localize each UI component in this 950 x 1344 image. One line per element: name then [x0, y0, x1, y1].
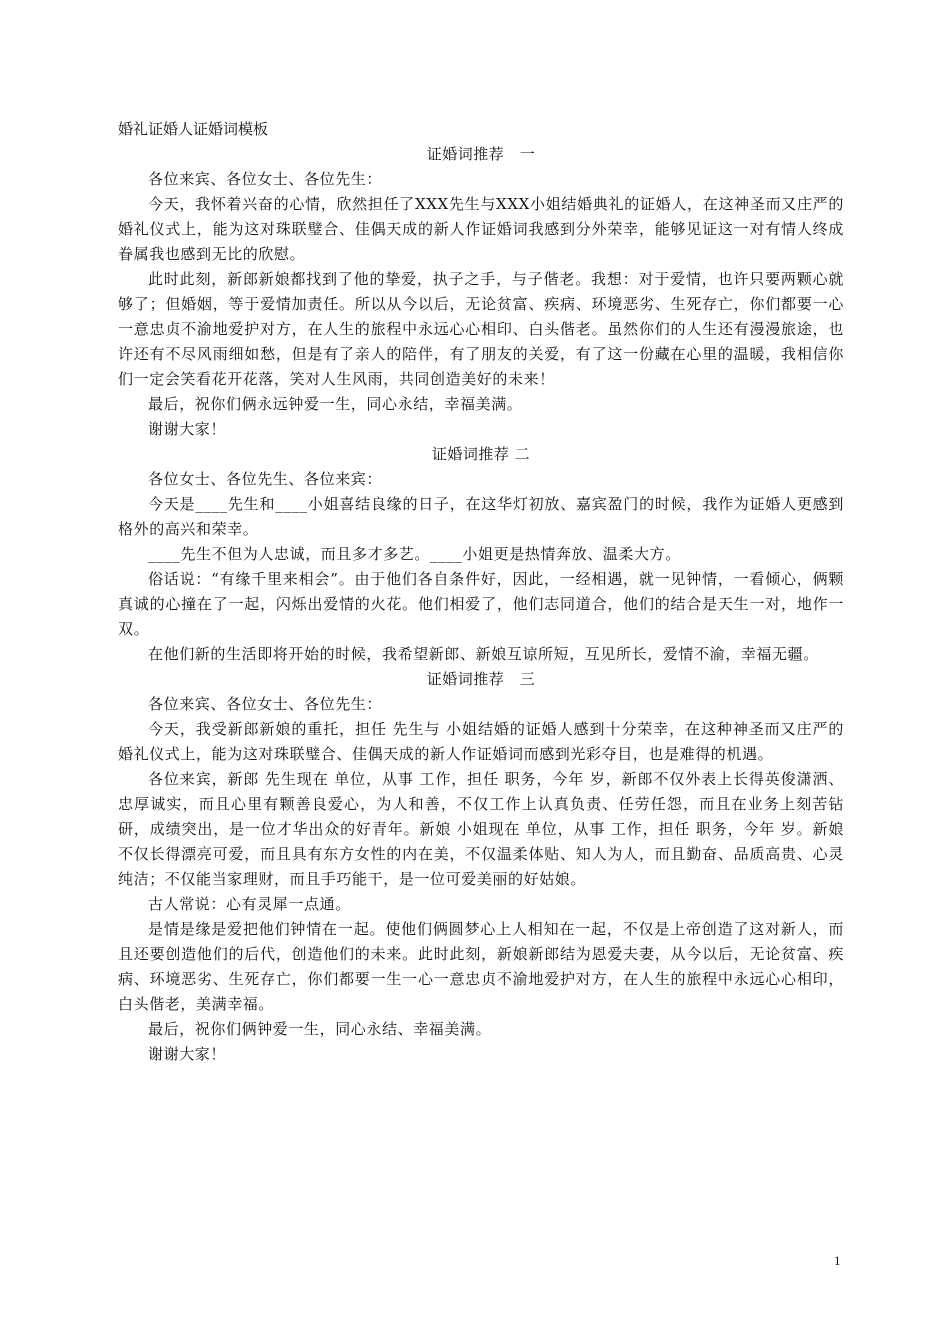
paragraph: 今天，我受新郎新娘的重托，担任 先生与 小姐结婚的证婚人感到十分荣幸，在这种神圣而又庄严的婚礼仪式上，能为这对珠联璧合、佳偶天成的新人作证婚词而感到光彩夺目，也是难得的机遇。: [118, 720, 844, 763]
paragraph: 最后，祝你们俩永远钟爱一生，同心永结，幸福美满。: [148, 395, 523, 413]
section-1: [118, 142, 844, 442]
paragraph: 各位来宾、各位女士、各位先生：: [148, 695, 383, 713]
section-heading: 证婚词推荐 一: [426, 145, 536, 163]
paragraph: 古人常说：心有灵犀一点通。: [148, 895, 351, 913]
page-number: 1: [834, 1253, 841, 1268]
paragraph: 是情是缘是爱把他们钟情在一起。使他们俩圆梦心上人相知在一起，不仅是上帝创造了这对新人，而且还要创造他们的后代，创造他们的未来。此时此刻，新娘新郎结为恩爱夫妻，从今以后，无论贫富、疾病、环境恶劣、生死存亡，你们都要一生一心一意忠贞不渝地爱护对方，在人生的旅程中永远心心相印，白头偕老，美满幸福。: [118, 920, 844, 1013]
paragraph: 俗话说：“有缘千里来相会”。由于他们各自条件好，因此，一经相遇，就一见钟情，一看倾心，俩颗真诚的心撞在了一起，闪烁出爱情的火花。他们相爱了，他们志同道合，他们的结合是天生一对，地作一双。: [118, 570, 844, 638]
paragraph: 此时此刻，新郎新娘都找到了他的挚爱，执子之手，与子偕老。我想：对于爱情，也许只要两颗心就够了；但婚姻，等于爱情加责任。所以从今以后，无论贫富、疾病、环境恶劣、生死存亡，你们都要一心一意忠贞不渝地爱护对方，在人生的旅程中永远心心相印、白头偕老。虽然你们的人生还有漫漫旅途，也许还有不尽风雨细如愁，但是有了亲人的陪伴，有了朋友的关爱，有了这一份藏在心里的温暖，我相信你们一定会笑看花开花落，笑对人生风雨，共同创造美好的未来！: [118, 270, 844, 388]
document-title: 婚礼证婚人证婚词模板: [118, 120, 269, 138]
paragraph: ____先生不但为人忠诚，而且多才多艺。____小姐更是热情奔放、温柔大方。: [148, 545, 681, 563]
section-3: [118, 667, 844, 1067]
paragraph: 今天，我怀着兴奋的心情，欣然担任了XXX先生与XXX小姐结婚典礼的证婚人，在这神圣而又庄严的婚礼仪式上，能为这对珠联璧合、佳偶天成的新人作证婚词我感到分外荣幸，能够见证这一对有情人终成眷属我也感到无比的欣慰。: [118, 195, 844, 263]
paragraph: 各位女士、各位先生、各位来宾：: [148, 470, 383, 488]
section-heading: 证婚词推荐 二: [431, 445, 531, 463]
paragraph: 各位来宾，新郎 先生现在 单位，从事 工作，担任 职务，今年 岁，新郎不仅外表上长得英俊潇洒、忠厚诚实，而且心里有颗善良爱心，为人和善，不仅工作上认真负责、任劳任怨，而且在业务上刻苦钻研，成绩突出，是一位才华出众的好青年。新娘 小姐现在 单位，从事 工作，担任 职务，今年 岁。新娘不仅长得漂亮可爱，而且具有东方女性的内在美，不仅温柔体贴、知人为人，而且勤奋、品质高贵、心灵纯洁；不仅能当家理财，而且手巧能干，是一位可爱美丽的好姑娘。: [118, 770, 844, 888]
section-2: [118, 442, 844, 667]
paragraph: 最后，祝你们俩钟爱一生，同心永结、幸福美满。: [148, 1020, 492, 1038]
document-page: [118, 117, 844, 1067]
paragraph: 在他们新的生活即将开始的时候，我希望新郎、新娘互谅所短，互见所长，爱情不渝，幸福无疆。: [148, 645, 819, 663]
paragraph: 今天是____先生和____小姐喜结良缘的日子，在这华灯初放、嘉宾盈门的时候，我作为证婚人更感到格外的高兴和荣幸。: [118, 495, 844, 538]
paragraph: 各位来宾、各位女士、各位先生：: [148, 170, 383, 188]
paragraph: 谢谢大家！: [148, 1045, 227, 1063]
section-heading: 证婚词推荐 三: [426, 670, 536, 688]
paragraph: 谢谢大家！: [148, 420, 227, 438]
